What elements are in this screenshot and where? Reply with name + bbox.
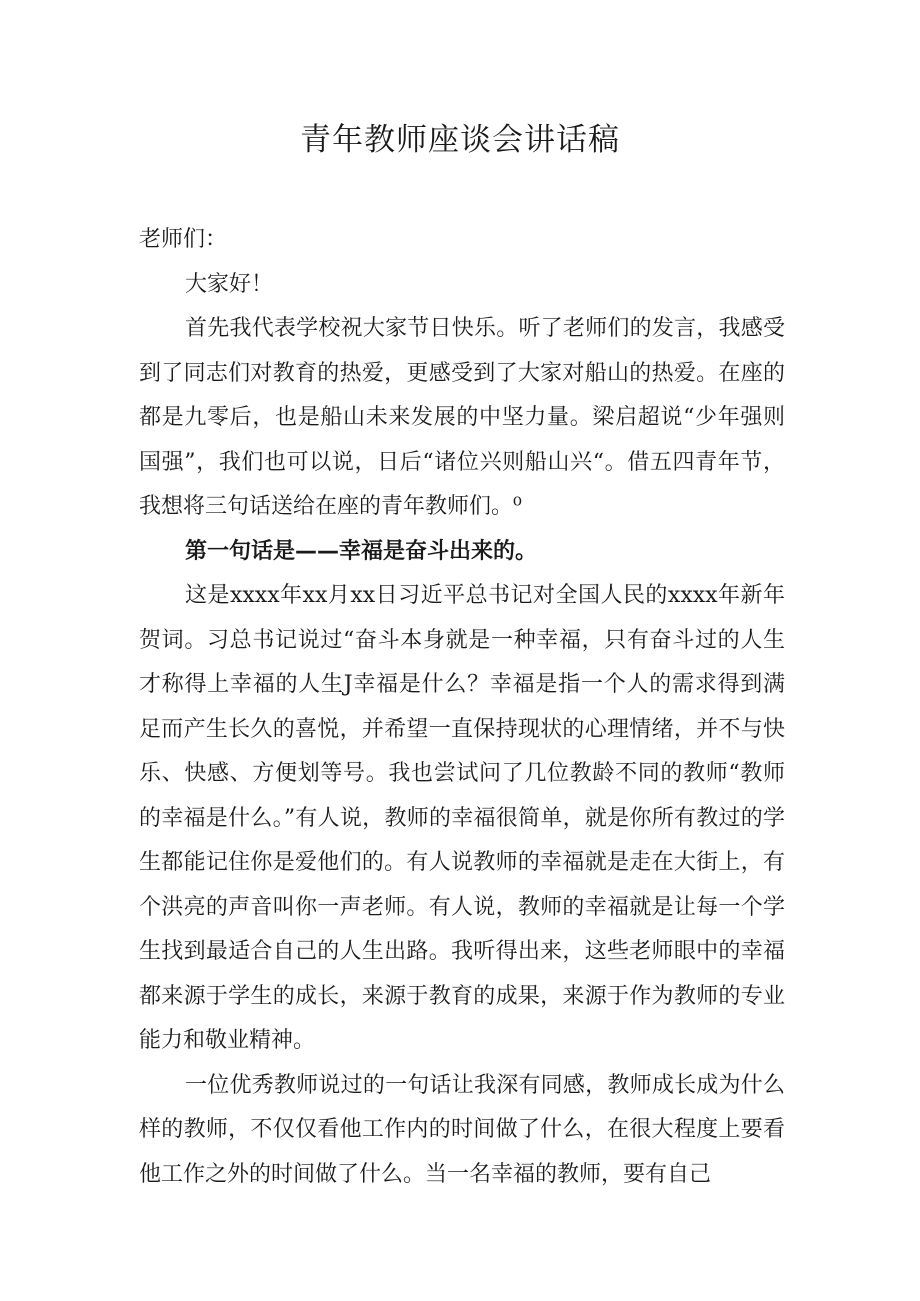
document-title: 青年教师座谈会讲话稿 — [300, 122, 620, 158]
paragraph-excellent-teacher: 一位优秀教师说过的一句话让我深有同感，教师成长成为什么样的教师，不仅仅看他工作内的时间做了什么，在很大程度上要看他工作之外的时间做了什么。当一名幸福的教师，要有自己 — [139, 1072, 785, 1187]
salutation: 老师们： — [139, 227, 228, 252]
greeting: 大家好！ — [185, 271, 274, 297]
section-heading-first: 第一句话是——幸福是奋斗出来的。 — [185, 538, 538, 564]
paragraph-intro: 首先我代表学校祝大家节日快乐。听了老师们的发言，我感受到了同志们对教育的热爱，更感受到了大家对船山的热爱。在座的都是九零后，也是船山未来发展的中坚力量。梁启超说“少年强则国强”，我们也可以说，日后“诸位兴则船山兴“。借五四青年节，我想将三句话送给在座的青年教师们。⁰ — [139, 316, 785, 519]
document-body — [139, 218, 785, 1197]
paragraph-happiness: 这是xxxx年xx月xx日习近平总书记对全国人民的xxxx年新年贺词。习总书记说过“奋斗本身就是一种幸福，只有奋斗过的人生才称得上幸福的人生J幸福是什么？幸福是指一个人的需求得到满足而产生长久的喜悦，并希望一直保持现状的心理情绪，并不与快乐、快感、方便划等号。我也尝试问了几位教龄不同的教师“教师的幸福是什么。”有人说，教师的幸福很简单，就是你所有教过的学生都能记住你是爱他们的。有人说教师的幸福就是走在大街上，有个洪亮的声音叫你一声老师。有人说，教师的幸福就是让每一个学生找到最适合自己的人生出路。我听得出来，这些老师眼中的幸福都来源于学生的成长，来源于教育的成果，来源于作为教师的专业能力和敬业精神。 — [139, 583, 785, 1053]
